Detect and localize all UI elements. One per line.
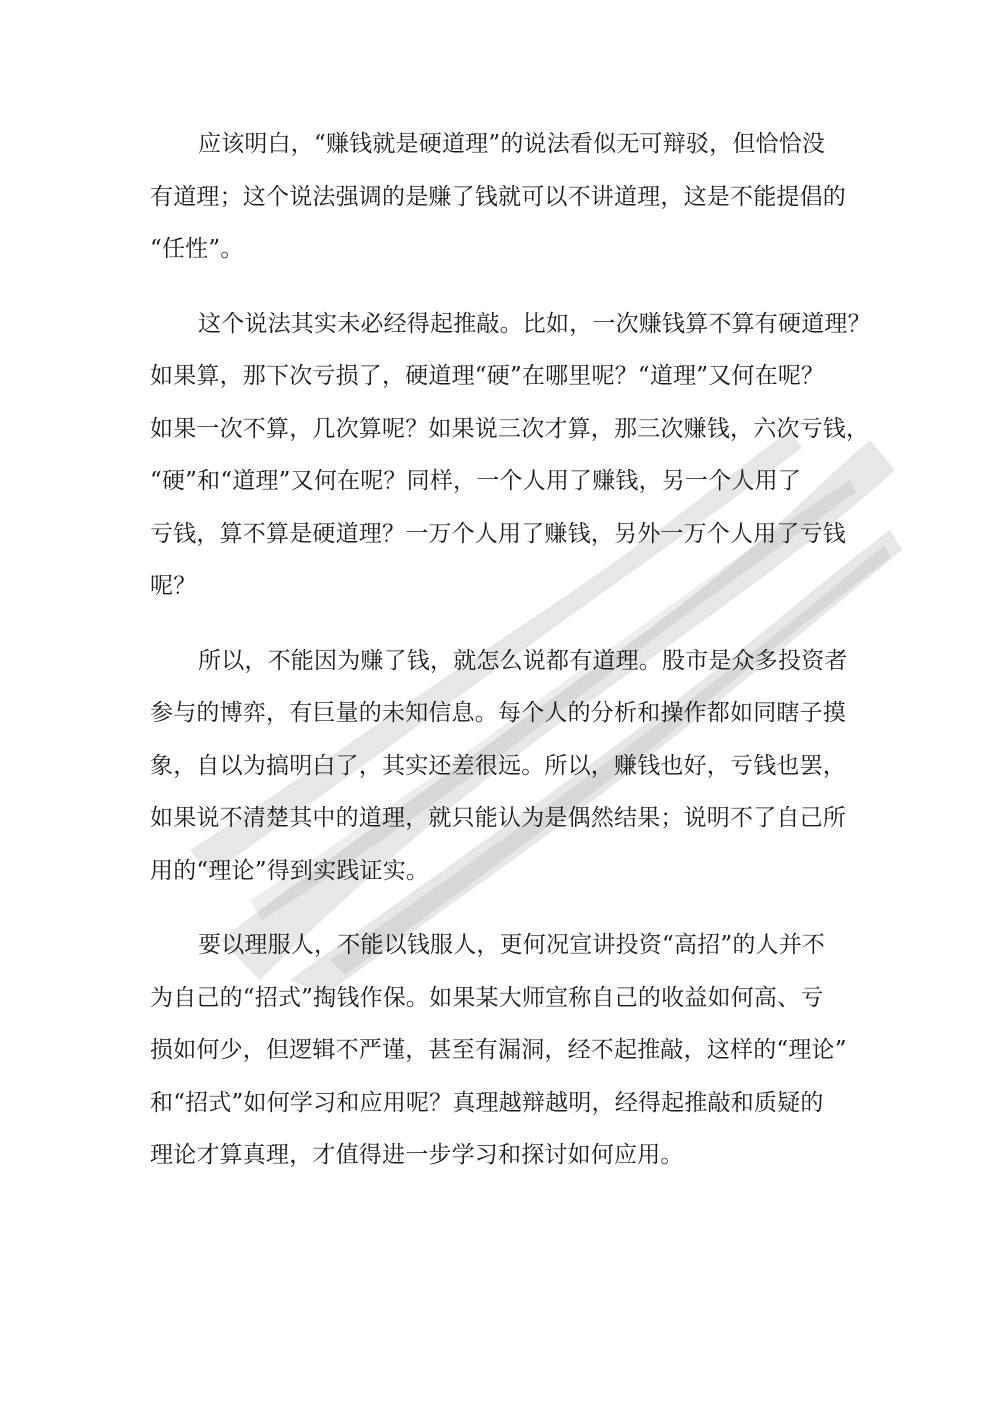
paragraph-3 — [150, 635, 850, 898]
text-line: 应该明白，“赚钱就是硬道理”的说法看似无可辩驳，但恰恰没 — [198, 131, 826, 157]
text-line: 如果算，那下次亏损了，硬道理“硬”在哪里呢？“道理”又何在呢？ — [150, 363, 825, 389]
text-line: 如果一次不算，几次算呢？如果说三次才算，那三次赚钱，六次亏钱， — [150, 415, 870, 442]
text-line: 损如何少，但逻辑不严谨，甚至有漏洞，经不起推敲，这样的“理论” — [150, 1037, 847, 1063]
paragraph-2 — [150, 298, 871, 613]
text-line: 象，自以为搞明白了，其实还差很远。所以，赚钱也好，亏钱也罢， — [150, 752, 846, 779]
text-line: 要以理服人，不能以钱服人，更何况宣讲投资“高招”的人并不 — [198, 932, 826, 958]
text-line: 有道理；这个说法强调的是赚了钱就可以不讲道理，这是不能提倡的 — [150, 183, 846, 210]
text-line: 所以，不能因为赚了钱，就怎么说都有道理。股市是众多投资者 — [198, 647, 848, 674]
text-line: 为自己的“招式”掏钱作保。如果某大师宣称自己的收益如何高、亏 — [150, 984, 824, 1011]
paragraph-1 — [150, 118, 850, 276]
text-line: 参与的博弈，有巨量的未知信息。每个人的分析和操作都如同瞎子摸 — [150, 700, 846, 726]
text-line: 这个说法其实未必经得起推敲。比如，一次赚钱算不算有硬道理？ — [198, 310, 871, 337]
document-body — [150, 118, 871, 1204]
text-line: 和“招式”如何学习和应用呢？真理越辩越明，经得起推敲和质疑的 — [150, 1089, 824, 1116]
paragraph-4 — [150, 919, 850, 1182]
text-line: 亏钱，算不算是硬道理？一万个人用了赚钱，另外一万个人用了亏钱 — [150, 520, 846, 547]
text-line: 用的“理论”得到实践证实。 — [150, 857, 430, 884]
text-line: “硬”和“道理”又何在呢？同样，一个人用了赚钱，另一个人用了 — [150, 468, 802, 494]
text-line: 如果说不清楚其中的道理，就只能认为是偶然结果；说明不了自己所 — [150, 805, 846, 831]
text-line: 呢？ — [150, 573, 197, 599]
text-line: “任性”。 — [150, 236, 244, 262]
text-line: 理论才算真理，才值得进一步学习和探讨如何应用。 — [150, 1142, 684, 1168]
